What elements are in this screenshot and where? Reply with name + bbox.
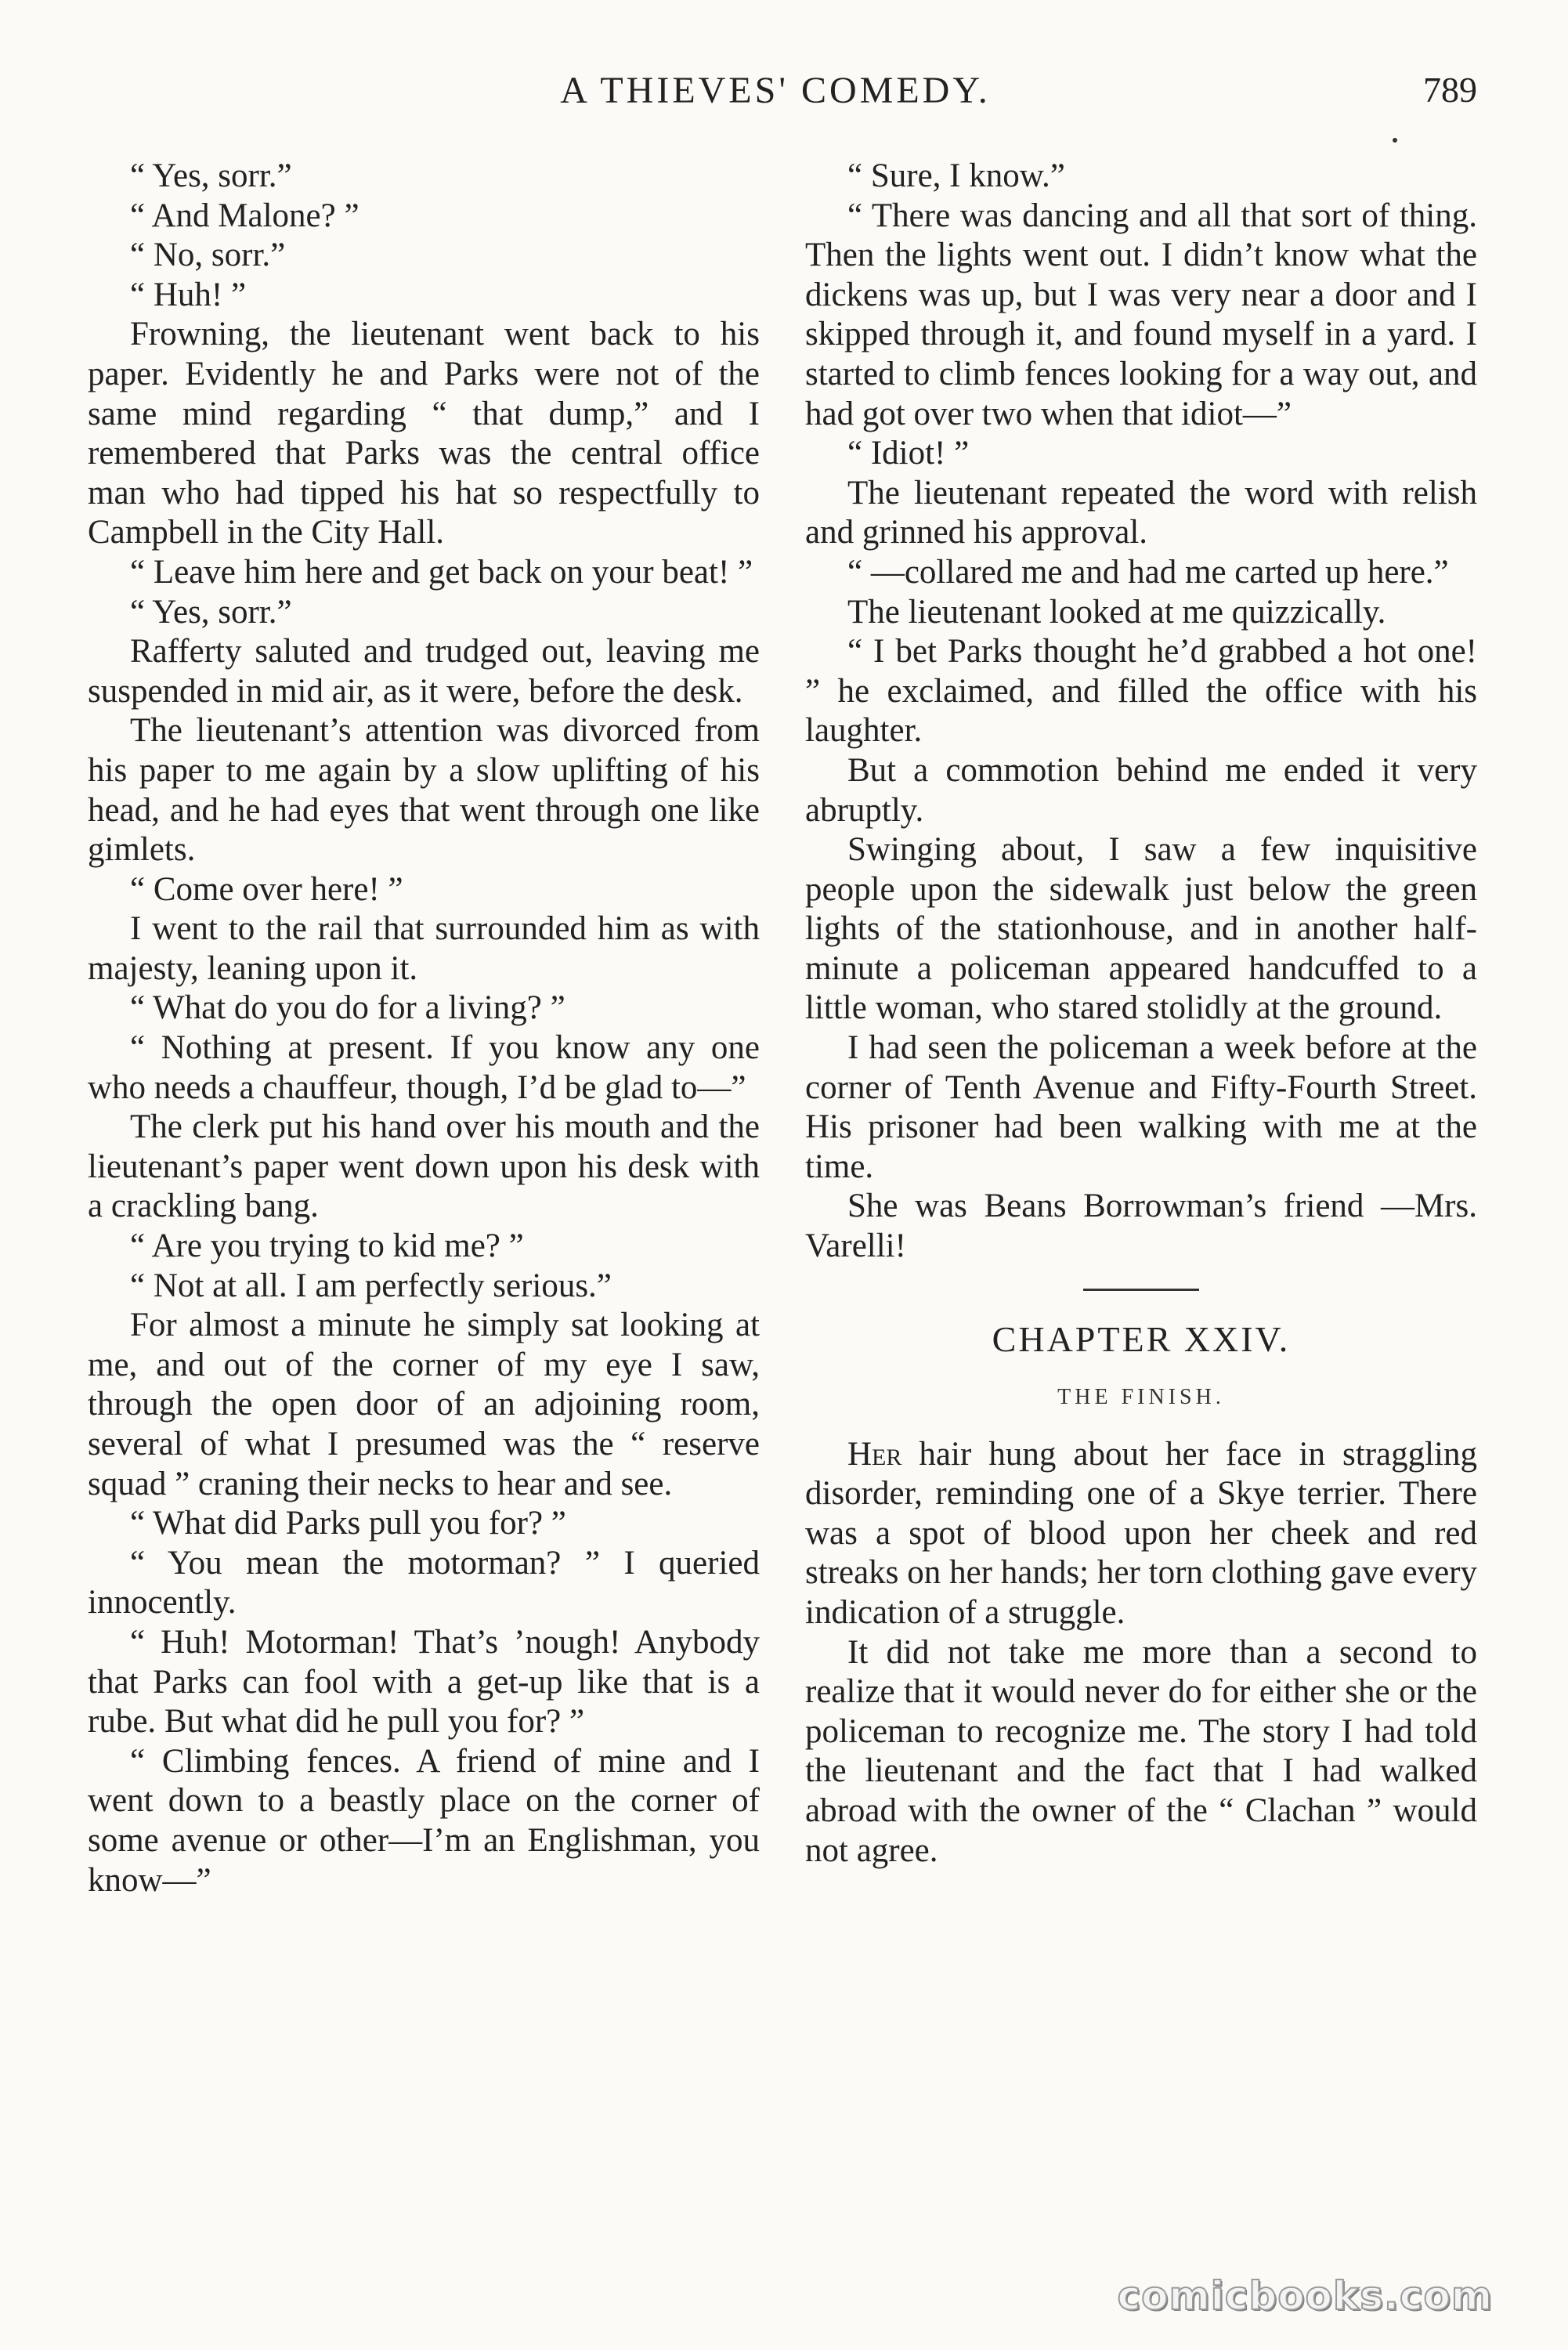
opening-text: hair hung about her face in straggling disorder, reminding one of a Skye terrier. There was a spot of blood upon her cheek and red streaks on her hands; her torn clothing gave every indication of a struggle. [805,1435,1477,1631]
paragraph: “ Not at all. I am perfectly serious.” [130,1267,612,1304]
paragraph: “ Are you trying to kid me? ” [130,1227,524,1265]
paragraph: But a commotion behind me ended it very abruptly. [805,751,1477,829]
paragraph: “ Huh! Motorman! That’s ’nough! Anybody that Parks can fool with a get-up like that is a rube. But what did he pull you for? ” [88,1623,760,1741]
paragraph: The lieutenant’s attention was divorced from his paper to me again by a slow uplifting of his head, and he had eyes that went through one like gimlets. [88,712,760,869]
paragraph: “ Yes, sorr.” [130,157,292,194]
paragraph: “ There was dancing and all that sort of thing. Then the lights went out. I didn’t know what the dickens was up, but I was very near a door and I skipped through it, and found myself in a yard. I started to climb fences looking for a way out, and had got over two when that idiot—” [805,197,1477,432]
paragraph: “ —collared me and had me carted up here.” [847,553,1449,591]
paragraph: “ You mean the motorman? ” I queried innocently. [88,1544,760,1622]
chapter-opening-paragraph [805,1435,1477,1633]
paragraph: Frowning, the lieutenant went back to his paper. Evidently he and Parks were not of the same mind regarding “ that dump,” and I remembered that Parks was the central office man who had tipped his hat so respectfully to Campbell in the City Hall. [88,316,760,551]
page-number: 789 [1423,70,1477,110]
paragraph: “ And Malone? ” [130,197,359,234]
running-title: A THIEVES' COMEDY. [560,70,991,111]
paragraph: The clerk put his hand over his mouth and the lieutenant’s paper went down upon his desk with a crackling bang. [88,1108,760,1225]
paragraph: “ Idiot! ” [847,435,970,472]
paragraph: “ Yes, sorr.” [130,593,292,631]
left-column [88,157,760,1900]
paragraph: “ Huh! ” [130,276,247,313]
paragraph: “ Nothing at present. If you know any one who needs a chauffeur, though, I’d be glad to—” [88,1029,760,1106]
paragraph: The lieutenant repeated the word with relish and grinned his approval. [805,474,1477,551]
paragraph: I had seen the policeman a week before at the corner of Tenth Avenue and Fifty-Fourth Street. His prisoner had been walking with me at the time. [805,1029,1477,1185]
running-head [0,69,1568,124]
opening-word: Her [847,1435,902,1473]
paragraph: She was Beans Borrowman’s friend —Mrs. Varelli! [805,1188,1477,1265]
paragraph: Rafferty saluted and trudged out, leaving me suspended in mid air, as it were, before the desk. [88,633,760,710]
paragraph: “ Sure, I know.” [847,157,1065,194]
right-column [805,157,1477,1871]
section-rule [1083,1289,1199,1291]
chapter-title: CHAPTER XXIV. [992,1318,1291,1359]
paragraph: “ Climbing fences. A friend of mine and I went down to a beastly place on the corner of some avenue or other—I’m an Englishman, you know—” [88,1742,760,1899]
paragraph: “ Come over here! ” [130,870,403,908]
ink-speck [1393,138,1397,143]
paragraph: It did not take me more than a second to realize that it would never do for either she or the policeman to recognize me. The story I had told the lieutenant and the fact that I had walked abroad with the owner of the “ Clachan ” would not agree. [805,1633,1477,1869]
paragraph: “ Leave him here and get back on your beat! ” [130,553,753,591]
paragraph: “ What did Parks pull you for? ” [130,1505,566,1542]
paragraph: “ No, sorr.” [130,237,286,274]
paragraph: For almost a minute he simply sat looking at me, and out of the corner of my eye I saw, through the open door of an adjoining room, several of what I presumed was the “ reserve squad ” craning their necks to hear and see. [88,1307,760,1502]
paragraph: The lieutenant looked at me quizzically. [847,593,1386,631]
paragraph: Swinging about, I saw a few inquisitive people upon the sidewalk just below the green lights of the stationhouse, and in another half-minute a policeman appeared handcuffed to a little woman, who stared stolidly at the ground. [805,831,1477,1027]
chapter-subtitle: THE FINISH. [1057,1384,1225,1409]
paragraph: I went to the rail that surrounded him as with majesty, leaning upon it. [88,910,760,987]
paragraph: “ What do you do for a living? ” [130,989,565,1027]
paragraph: “ I bet Parks thought he’d grabbed a hot one! ” he exclaimed, and filled the office with his laughter. [805,633,1477,750]
watermark: comicbooks.com [1117,2273,1493,2319]
